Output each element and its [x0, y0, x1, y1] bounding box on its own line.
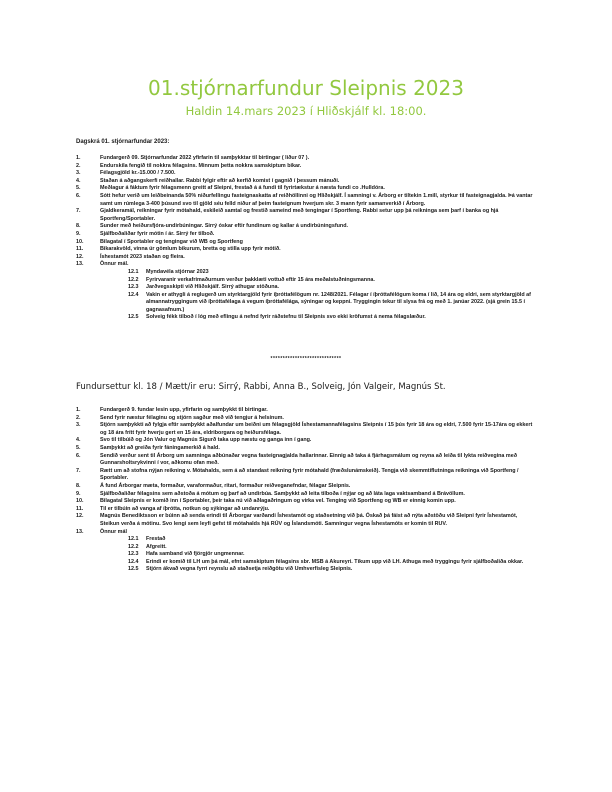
item-text: Sendið verður sent til Árborg um samninga aðbúnaðar vegna fasteignagjalda hallarinnar. Einnig að taka á fjárhagsmálum og reyna að leiða til lykta reiðvegina með Gunnarsholtsrykvinni í vor, aðkomu ofan með. — [100, 452, 517, 467]
list-item — [76, 513, 536, 528]
item-number: 13. — [76, 261, 84, 268]
item-number: 2. — [76, 162, 81, 169]
list-item — [76, 254, 536, 262]
attendance-line: Fundursettur kl. 18 / Mætt/ir eru: Sirrý, Rabbi, Anna B., Solveig, Jón Valgeir, Magnús St. — [76, 382, 446, 392]
item-number: 6. — [76, 452, 81, 459]
list-item — [76, 453, 536, 468]
item-text: Gjaldkeramál, reikningar fyrir mótahald, eskileið samtal og frestið sameind með tengingar í Sportfeng. Rabbi setur upp þá reikninga sem þarf í banka og hjá Sportfeng/Sportabler. — [100, 208, 499, 222]
item-text: Bilagatal Sleipnis er komið inn í Sportabler, þeir taka nú við aðlagaðringum og virka vel. Tenging við Sportfeng og WB er einnig komin upp. — [100, 498, 456, 505]
item-number: 4. — [76, 177, 81, 184]
list-item — [76, 170, 536, 178]
sub-list-item — [128, 314, 536, 322]
item-number: 6. — [76, 192, 81, 199]
item-number: 9. — [76, 230, 81, 237]
sub-list-item — [128, 551, 536, 559]
item-number: 12. — [76, 253, 84, 260]
item-number: 7. — [76, 208, 81, 215]
list-item — [76, 155, 536, 163]
item-text: Fundargerð 9. fundar lesin upp, yfirfarin og samþykkt til birtingar. — [100, 407, 268, 413]
sub-item-number: 12.1 — [128, 268, 139, 275]
sub-item-text: Erindi er komið til LH um þá mál, efnt samskiptum félagsins sbr. MSB á Akureyri. Tíkum upp við LH. Athuga með tryggingu fyrir sjálfboðaliða okkar. — [146, 558, 524, 565]
list-item — [76, 407, 536, 415]
item-text: Félagsgjöld kr.-15.000 / 7.500. — [100, 170, 176, 177]
sub-item-number: 12.3 — [128, 284, 139, 291]
item-text: Önnur mál — [100, 528, 127, 535]
item-number: 1. — [76, 155, 81, 161]
item-text: Send fyrir næstur félaginu og stjórn sagður með við tengjur á helsínum. — [100, 414, 284, 421]
separator: ***************************** — [270, 356, 342, 362]
sub-item-text: Jarðvegsskipti við Hliðskjálf. Sirrý athugar stöðuna. — [146, 284, 280, 291]
sub-list-item — [128, 277, 536, 285]
item-text: Staðan á aðgangskerfi reiðhallar. Rabbi fylgir eftir að kerfið komist í gagnið í þessum mánuði. — [100, 177, 340, 184]
sub-list-item — [128, 292, 536, 315]
item-text: Meðlagur á fáktum fyrir félagsmenn greitt af Sleipni, frestað á á fundi til fyrirtækstur á næsta fundi co .Hulldóra. — [100, 185, 385, 192]
item-text: Svo til tilbúið og Jón Valur og Magnús Sigurð taka upp næstu og ganga inn í gang. — [100, 437, 312, 444]
item-number: 1. — [76, 407, 81, 413]
item-number: 9. — [76, 490, 81, 497]
sub-item-text: Frestað — [146, 536, 166, 543]
item-text: Fundargerð 09. Stjórnarfundar 2022 yfirfarin til samþykktar til birtingar ( liður 07 ). — [100, 155, 310, 161]
list-item — [76, 185, 536, 193]
list-item — [76, 261, 536, 322]
item-number: 5. — [76, 185, 81, 192]
agenda-heading: Dagskrá 01. stjórnarfundar 2023: — [76, 139, 170, 145]
item-text: Stjórn samþykkti að fylgja eftir samþykkt aðalfundar um beiðni um félagsgjöld Íshestamannafélagsins Sleipnis í 15 þús fyrir 18 ára og eldri, 7.500 fyrir 15-17ára og ekkert og 18 ára frítt fyrir hverju gert en 15 ára, eldriborgara og heiðursfélaga. — [100, 422, 533, 436]
sub-list-item — [128, 566, 536, 574]
list-item — [76, 193, 536, 208]
list-item — [76, 491, 536, 499]
page-title: 01.stjórnarfundur Sleipnis 2023 — [148, 76, 464, 100]
list-item — [76, 437, 536, 445]
sub-item-text: Afgreitt. — [146, 543, 167, 550]
item-text: Sjálfboðaliðar félagsins sem aðstoða á mótum og þarf að undirbúa. Samþykkt að leita tilboða í nýjar og að láta laga vaktsamband á Brávöllum. — [100, 490, 465, 497]
item-text: Magnús Benediktsson er búinn að senda erindi til Árborgar varðandi Íshestamót og staðsetning við þá. Óskað þá fáist að nýta aðstöðu við Sleipni fyrir Íshestamót, Steikun verða á mótinu. Svo lengi sem leyfi gefst til mótahalds hjá RÚV og Íslandsmóti. Samningur vegna Íshestamóts er komin til RUV. — [100, 513, 518, 527]
item-number: 5. — [76, 444, 81, 451]
item-text: Endurskila fengið til nokkra félagsins. Minnum þetta nokkra samskiptum bikar. — [100, 162, 302, 169]
list-item — [76, 422, 536, 437]
sub-item-text: Hafa samband við fjörgjör ungmennar. — [146, 551, 245, 558]
item-number: 4. — [76, 437, 81, 444]
sub-item-text: Fyrirvaranir verkafrimaðurnum verður þakklæti vottuð eftir 15 ára meðalstuðningsmanna. — [146, 276, 375, 283]
agenda-list — [76, 155, 536, 322]
item-number: 13. — [76, 528, 84, 535]
list-item — [76, 483, 536, 491]
list-item — [76, 498, 536, 506]
sub-item-text: Vakin er athygli á reglugerð um styrktargjöld fyrir íþróttafélögum nr. 1248/2021. Félagar í íþróttafélögum koma í lið, 14 ára og eldri, sem styrktargjöld af almannatryggingum við íþróttafélaga á vegum íþróttafélága, sýningar og keppni. Tryggingin tekur til slysa frá og með 1. janúar 2022. (sjá grein 15.5 í gagnasafnum.) — [146, 291, 531, 313]
sub-list-item — [128, 269, 536, 277]
sub-item-number: 12.3 — [128, 551, 139, 558]
item-text: Sunder með heiðursfjóra-undirbúningar. Sirrý óskar eftir fundinum og kallar á undirbúningsfund. — [100, 223, 348, 230]
sub-item-number: 12.1 — [128, 536, 139, 543]
item-text: Rætt um að stofna nýjan reikning v. Mótahalds, sem á að standast reikning fyrir mótahald (fræðslunámskeið). Tengja við skemmtiflutninga reikninga við Sportfeng / Sportabler. — [100, 467, 519, 482]
sub-list — [100, 269, 536, 322]
item-text: Bikarakvöld, vinna úr gömlum bikurum, bretta og stilla upp fyrir mótið. — [100, 246, 281, 253]
item-number: 3. — [76, 422, 81, 429]
item-number: 10. — [76, 238, 84, 245]
item-number: 3. — [76, 170, 81, 177]
item-text: Íshestamót 2023 staðan og fleira. — [100, 253, 185, 260]
sub-list-item — [128, 284, 536, 292]
item-number: 11. — [76, 246, 84, 253]
sub-item-number: 12.4 — [128, 558, 139, 565]
item-text: Til er tilbúin að vanga af íþrótta, notkun og sýkingar að undanrýju. — [100, 505, 270, 512]
sub-list-item — [128, 536, 536, 544]
item-text: Bilagatal í Sportabler og tengingar við WB og Sportfeng — [100, 238, 243, 245]
item-text: Samþykkt að greiða fyrir fáningamerkið á hald. — [100, 444, 220, 451]
sub-item-number: 12.2 — [128, 276, 139, 283]
item-text: Á fund Árborgar mæta, formaður, varaformaður, ritari, formaður reiðveganefndar, félagar Sleipnis. — [100, 482, 351, 489]
item-number: 8. — [76, 223, 81, 230]
item-text: Sótt hefur verið um leiðbeinanda 50% niðurfellingu fasteignaskatta af reiðhöllinni og Hliðskjálf. Í samningi v. Árborg er tiltekin 1.mill, styrkur til fasteignagjalda. Þá vantar samt um rúmlega 3-400 þúsund svo til gjöld séu felld niður af þeim fasteignum hverjum skr. 3 mann fyrir samanverkið í Árborg. — [100, 192, 533, 207]
item-text: Sjálfboðaliðar fyrir mótin í ár. Sirrý fer tilboð. — [100, 230, 215, 237]
item-number: 2. — [76, 414, 81, 421]
sub-item-text: Myndavéla stjórnar 2023 — [146, 268, 209, 275]
list-item — [76, 529, 536, 575]
item-number: 10. — [76, 498, 84, 505]
list-item — [76, 239, 536, 247]
list-item — [76, 246, 536, 254]
sub-list — [100, 536, 536, 574]
item-number: 11. — [76, 505, 84, 512]
item-number: 8. — [76, 482, 81, 489]
item-text: Önnur mál. — [100, 261, 129, 268]
sub-item-text: Solveig fékk tilboð í lóg með eflingu á nefnd fyrir ráðstefnu til Sleipnis svo ekki kröfumst á nema félagslæður. — [146, 314, 426, 321]
page-subtitle: Haldin 14.mars 2023 í Hliðskjálf kl. 18:00. — [185, 104, 427, 118]
list-item — [76, 223, 536, 231]
sub-item-text: Stjórn ákvað vegna fyrri reynslu að staðsetja reiðgötu við Umhverfisleg Sleipnis. — [146, 566, 353, 573]
sub-item-number: 12.5 — [128, 314, 139, 321]
list-item — [76, 445, 536, 453]
list-item — [76, 208, 536, 223]
list-item — [76, 468, 536, 483]
item-number: 7. — [76, 467, 81, 474]
list-item — [76, 163, 536, 171]
item-number: 12. — [76, 513, 84, 520]
sub-item-number: 12.4 — [128, 291, 139, 298]
sub-item-number: 12.2 — [128, 543, 139, 550]
minutes-list — [76, 407, 536, 574]
list-item — [76, 231, 536, 239]
sub-item-number: 12.5 — [128, 566, 139, 573]
